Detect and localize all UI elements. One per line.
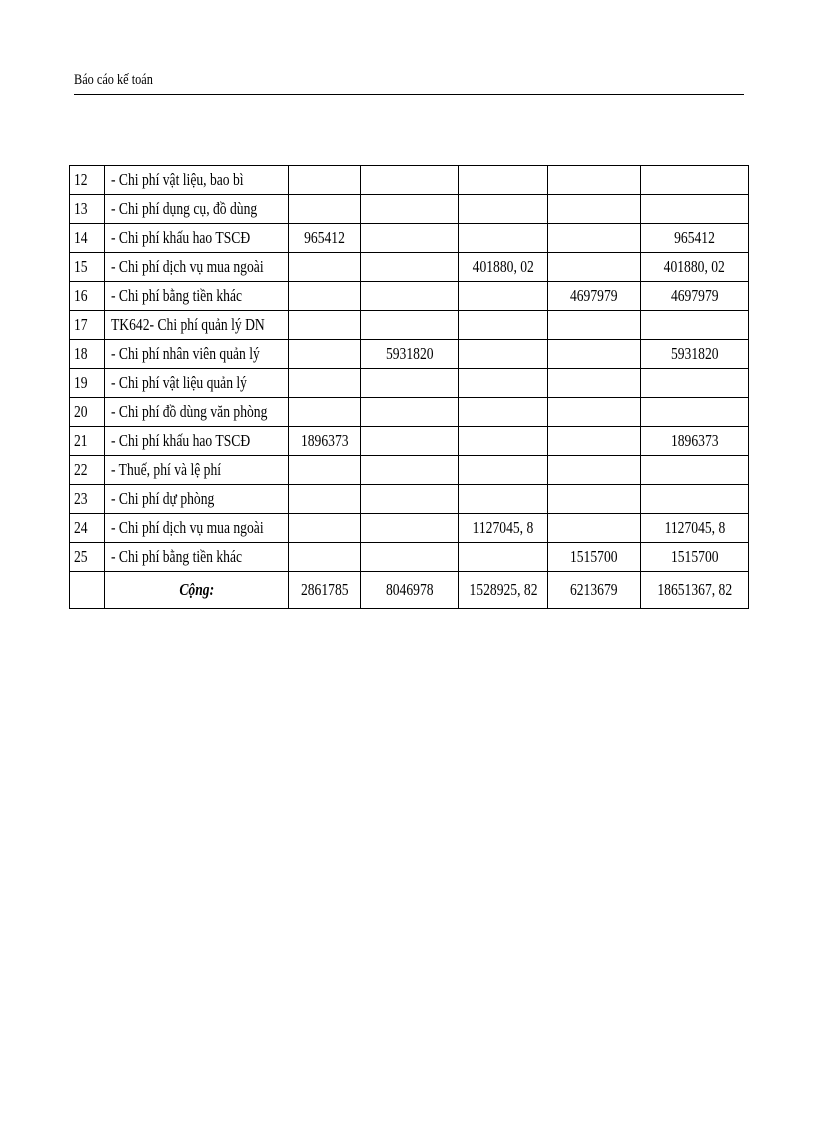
value-cell-c4 <box>548 369 641 398</box>
value-cell-c1 <box>289 485 361 514</box>
item-label: - Chi phí vật liệu quản lý <box>111 373 247 392</box>
row-number-cell <box>70 340 105 369</box>
row-number: 19 <box>74 373 88 392</box>
value-cell-c2 <box>361 282 459 311</box>
value-cell-c5 <box>641 369 749 398</box>
value-text: 965412 <box>674 228 715 247</box>
value-text: 5931820 <box>385 344 434 363</box>
row-number-cell <box>70 456 105 485</box>
total-value-text: 8046978 <box>385 580 434 599</box>
row-number-cell <box>70 485 105 514</box>
table-row <box>70 166 749 195</box>
value-text: 1127045, 8 <box>664 518 725 537</box>
row-number-cell <box>70 224 105 253</box>
value-cell-c5 <box>641 253 749 282</box>
value-cell-c2 <box>361 485 459 514</box>
value-cell-c5 <box>641 282 749 311</box>
value-cell-c4 <box>548 224 641 253</box>
item-label: - Chi phí khấu hao TSCĐ <box>111 431 251 450</box>
value-cell-c3 <box>459 369 548 398</box>
value-cell-c3 <box>459 340 548 369</box>
item-label: - Chi phí khấu hao TSCĐ <box>111 228 251 247</box>
item-cell <box>105 253 289 282</box>
value-text: 401880, 02 <box>663 257 726 276</box>
value-cell-c1 <box>289 369 361 398</box>
table-row <box>70 514 749 543</box>
value-cell-c3 <box>459 398 548 427</box>
table-row <box>70 543 749 572</box>
value-cell-c3 <box>459 311 548 340</box>
value-cell-c1 <box>289 311 361 340</box>
row-number-cell <box>70 311 105 340</box>
row-number-cell <box>70 427 105 456</box>
value-cell-c5 <box>641 514 749 543</box>
value-cell-c1 <box>289 543 361 572</box>
value-cell-c1 <box>289 282 361 311</box>
total-value-cell-c5 <box>641 572 749 609</box>
value-cell-c1 <box>289 253 361 282</box>
value-cell-c3 <box>459 427 548 456</box>
row-number: 24 <box>74 518 88 537</box>
table-row <box>70 456 749 485</box>
value-cell-c3 <box>459 195 548 224</box>
row-number: 18 <box>74 344 88 363</box>
item-label: TK642- Chi phí quản lý DN <box>111 315 265 334</box>
total-value-text: 1528925, 82 <box>469 580 537 599</box>
total-value-cell-c3 <box>459 572 548 609</box>
value-cell-c4 <box>548 253 641 282</box>
table-row <box>70 398 749 427</box>
total-row <box>70 572 749 609</box>
total-number-cell <box>70 572 105 609</box>
value-text: 1515700 <box>670 547 719 566</box>
value-text: 1896373 <box>300 431 349 450</box>
table-row <box>70 369 749 398</box>
value-cell-c2 <box>361 514 459 543</box>
value-cell-c2 <box>361 398 459 427</box>
row-number: 12 <box>74 170 88 189</box>
total-value-text: 2861785 <box>300 580 349 599</box>
item-cell <box>105 398 289 427</box>
value-cell-c1 <box>289 398 361 427</box>
value-cell-c5 <box>641 195 749 224</box>
value-cell-c3 <box>459 166 548 195</box>
value-cell-c4 <box>548 166 641 195</box>
row-number: 13 <box>74 199 88 218</box>
value-cell-c5 <box>641 456 749 485</box>
value-cell-c3 <box>459 282 548 311</box>
item-cell <box>105 427 289 456</box>
table-row <box>70 282 749 311</box>
row-number-cell <box>70 253 105 282</box>
item-label: - Chi phí đồ dùng văn phòng <box>111 402 268 421</box>
value-cell-c4 <box>548 195 641 224</box>
value-cell-c5 <box>641 543 749 572</box>
item-cell <box>105 166 289 195</box>
row-number-cell <box>70 398 105 427</box>
item-label: - Chi phí dự phòng <box>111 489 215 508</box>
row-number: 16 <box>74 286 88 305</box>
item-label: - Chi phí bằng tiền khác <box>111 286 243 305</box>
value-text: 1515700 <box>570 547 618 566</box>
item-cell <box>105 456 289 485</box>
item-cell <box>105 514 289 543</box>
row-number: 23 <box>74 489 88 508</box>
value-cell-c4 <box>548 427 641 456</box>
item-cell <box>105 543 289 572</box>
row-number-cell <box>70 514 105 543</box>
total-value-cell-c1 <box>289 572 361 609</box>
table-row <box>70 340 749 369</box>
cost-report-table <box>69 165 749 609</box>
row-number: 25 <box>74 547 88 566</box>
row-number-cell <box>70 543 105 572</box>
total-value-text: 6213679 <box>570 580 618 599</box>
value-cell-c2 <box>361 224 459 253</box>
table-row <box>70 253 749 282</box>
row-number-cell <box>70 166 105 195</box>
page-title: Báo cáo kế toán <box>74 72 153 88</box>
value-cell-c3 <box>459 514 548 543</box>
row-number: 21 <box>74 431 88 450</box>
value-cell-c2 <box>361 166 459 195</box>
value-cell-c1 <box>289 456 361 485</box>
value-cell-c5 <box>641 224 749 253</box>
value-cell-c4 <box>548 398 641 427</box>
item-cell <box>105 485 289 514</box>
value-cell-c2 <box>361 311 459 340</box>
row-number-cell <box>70 282 105 311</box>
value-text: 5931820 <box>670 344 719 363</box>
value-cell-c4 <box>548 543 641 572</box>
table-row <box>70 427 749 456</box>
value-cell-c5 <box>641 427 749 456</box>
row-number: 17 <box>74 315 88 334</box>
value-cell-c4 <box>548 485 641 514</box>
value-text: 401880, 02 <box>472 257 534 276</box>
value-cell-c2 <box>361 543 459 572</box>
value-cell-c2 <box>361 456 459 485</box>
value-cell-c5 <box>641 485 749 514</box>
item-cell <box>105 195 289 224</box>
item-label: - Chi phí nhân viên quản lý <box>111 344 260 363</box>
item-label: - Chi phí dụng cụ, đồ dùng <box>111 199 258 218</box>
value-cell-c2 <box>361 427 459 456</box>
row-number: 15 <box>74 257 88 276</box>
item-cell <box>105 282 289 311</box>
item-label: - Chi phí dịch vụ mua ngoài <box>111 518 264 537</box>
value-cell-c2 <box>361 369 459 398</box>
table-row <box>70 195 749 224</box>
value-cell-c3 <box>459 456 548 485</box>
value-cell-c3 <box>459 253 548 282</box>
item-cell <box>105 311 289 340</box>
value-cell-c2 <box>361 253 459 282</box>
value-cell-c5 <box>641 398 749 427</box>
value-cell-c3 <box>459 485 548 514</box>
total-value-cell-c4 <box>548 572 641 609</box>
item-label: - Chi phí vật liệu, bao bì <box>111 170 244 189</box>
value-text: 4697979 <box>570 286 618 305</box>
total-label: Cộng: <box>179 580 214 599</box>
total-label-cell <box>105 572 289 609</box>
item-cell <box>105 224 289 253</box>
row-number: 14 <box>74 228 88 247</box>
value-cell-c4 <box>548 311 641 340</box>
value-cell-c5 <box>641 340 749 369</box>
total-value-cell-c2 <box>361 572 459 609</box>
value-cell-c4 <box>548 282 641 311</box>
table-body <box>70 166 749 609</box>
value-text: 1896373 <box>670 431 719 450</box>
value-text: 965412 <box>304 228 345 247</box>
item-label: - Chi phí bằng tiền khác <box>111 547 243 566</box>
row-number-cell <box>70 195 105 224</box>
value-cell-c1 <box>289 195 361 224</box>
row-number: 22 <box>74 460 88 479</box>
value-cell-c3 <box>459 543 548 572</box>
value-cell-c1 <box>289 224 361 253</box>
item-cell <box>105 369 289 398</box>
value-cell-c1 <box>289 427 361 456</box>
item-label: - Thuế, phí và lệ phí <box>111 460 222 479</box>
value-cell-c5 <box>641 166 749 195</box>
table-row <box>70 311 749 340</box>
item-cell <box>105 340 289 369</box>
value-cell-c1 <box>289 166 361 195</box>
value-cell-c4 <box>548 340 641 369</box>
value-cell-c4 <box>548 514 641 543</box>
total-value-text: 18651367, 82 <box>657 580 732 599</box>
item-label: - Chi phí dịch vụ mua ngoài <box>111 257 264 276</box>
page-header <box>74 70 744 95</box>
table-row <box>70 485 749 514</box>
value-cell-c2 <box>361 195 459 224</box>
value-cell-c1 <box>289 514 361 543</box>
value-cell-c2 <box>361 340 459 369</box>
row-number: 20 <box>74 402 88 421</box>
table-row <box>70 224 749 253</box>
value-text: 1127045, 8 <box>472 518 534 537</box>
value-cell-c3 <box>459 224 548 253</box>
value-cell-c5 <box>641 311 749 340</box>
value-cell-c4 <box>548 456 641 485</box>
value-text: 4697979 <box>670 286 719 305</box>
value-cell-c1 <box>289 340 361 369</box>
row-number-cell <box>70 369 105 398</box>
